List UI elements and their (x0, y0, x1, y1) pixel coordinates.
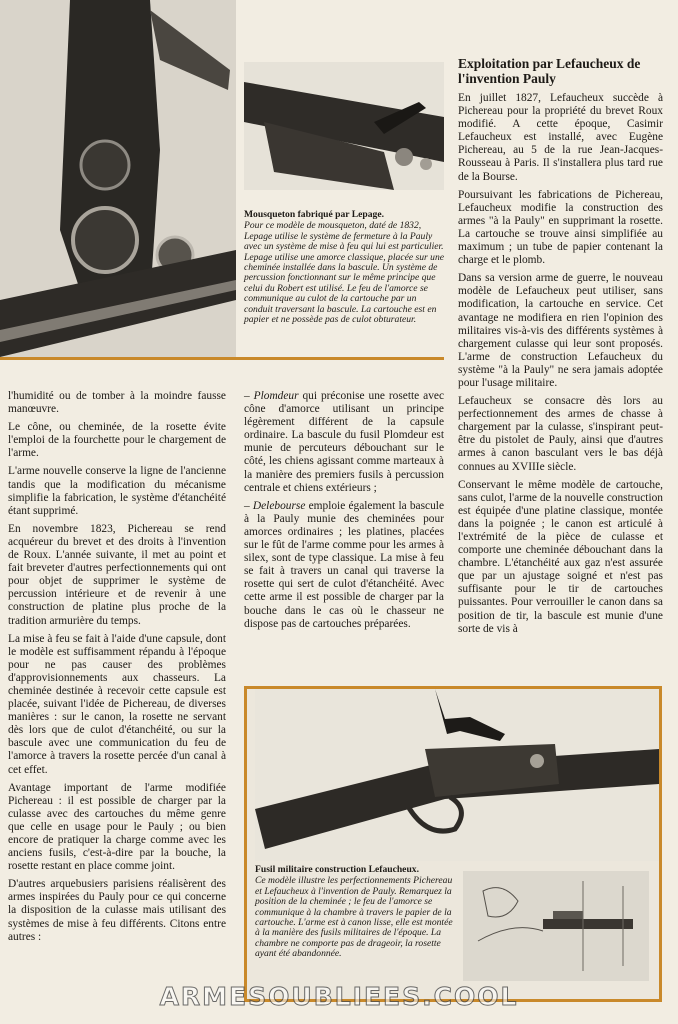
left-paragraph-3: L'arme nouvelle conserve la ligne de l'ancienne tandis que la modification du mécanisme simplifie la fabrication, le système d'étanchéité étant supprimé. (8, 465, 226, 517)
middle-paragraph-1: – Plomdeur qui préconise une rosette avec cône d'amorce utilisant un principe légèrement différent de la capsule ordinaire. La bascule du fusil Plomdeur est munie de percuteurs débouchant sur le côté, les chiens agissant comme marteaux à la manière des premiers fusils à percussion centrale et chiens extérieurs ; (244, 390, 445, 494)
lepage-caption-title: Mousqueton fabriqué par Lepage. (244, 209, 385, 220)
plomdeur-text: qui préconise une rosette avec cône d'amorce utilisant un principe légèrement différent de la capsule ordinaire. La bascule du fusil Plomdeur est munie de percuteurs débouchant sur le côté, les chiens agissant comme marteaux à la manière des premiers fusils à percussion centrale et chiens extérieurs ; (244, 390, 445, 494)
right-paragraph-3: Dans sa version arme de guerre, le nouveau modèle de Lefaucheux peut utiliser, sans modification, la cartouche en service. Cet avantage ne modifiera en rien l'opinion des militaires vis-à-vis des différents systèmes à chargement culasse qui leur sont proposés. L'arme de construction Lefaucheux du système "à la Pauly" ne sera jamais adoptée pour l'usage militaire. (458, 272, 663, 389)
top-section-rule (0, 357, 444, 360)
breech-mechanism-photo (0, 0, 236, 357)
right-paragraph-4: Lefaucheux se consacre dès lors au perfectionnement des armes de chasse à chargement par la culasse, s'inspirant peut-être du pistolet de Pauly, ainsi que d'autres armes à canon basculant vers le bas déjà connues au XVIIIe siècle. (458, 395, 663, 473)
fusil-caption (255, 865, 455, 960)
fusil-figure-frame (244, 686, 662, 1002)
site-watermark: ARMESOUBLIEES.COOL (159, 982, 519, 1011)
right-paragraph-1: En juillet 1827, Lefaucheux succède à Pichereau pour la propriété du brevet Roux modifié. A cette époque, Casimir Lefaucheux est installé, avec Eugène Pichereau, au 5 de la rue Jean-Jacques-Rousseau à Paris. Il s'installera plus tard rue de la Bourse. (458, 92, 663, 183)
left-column (8, 390, 226, 949)
left-paragraph-7: D'autres arquebusiers parisiens réalisèrent des armes inspirées du Pauly pour ce qui concerne la disposition de la culasse mais utilisant des systèmes de mise à feu différents. Citons entre autres : (8, 878, 226, 943)
fusil-caption-title: Fusil militaire construction Lefaucheux. (255, 864, 419, 875)
lepage-carbine-photo (244, 62, 444, 190)
lepage-caption (244, 210, 444, 325)
delebourse-text: emploie également la bascule à la Pauly munie des cheminées pour amorces ordinaires ; les platines, placées sur le fût de l'arme comme pour les armes à silex, sont de type classique. La mise à feu se fait à travers un canal qui traverse la rosette qui sert de culot d'étanchéité. Avec cette arme il est possible de charger par la bouche dans le cas où le chasseur ne dispose pas de cartouches préparées. (244, 499, 445, 630)
middle-column (244, 390, 444, 636)
fusil-caption-text: Ce modèle illustre les perfectionnements Pichereau et Lefaucheux à l'invention de Pauly. Remarquez la position de la cheminée ; le feu de l'amorce se communique à la chambre à travers le papier de la cartouche. L'arme est à canon lisse, elle est montée à la manière des fusils militaires de l'époque. La chambre ne comporte pas de drageoir, la rosette ayant été abandonnée. (255, 875, 453, 960)
middle-paragraph-2: – Delebourse emploie également la bascule à la Pauly munie des cheminées pour amorces ordinaires ; les platines, placées sur le fût de l'arme comme pour les armes à silex, sont de type classique. La mise à feu se fait à travers un canal qui traverse la rosette qui sert de culot d'étanchéité. Avec cette arme il est possible de charger par la bouche dans le cas où le chasseur ne dispose pas de cartouches préparées. (244, 499, 445, 630)
right-paragraph-2: Poursuivant les fabrications de Pichereau, Lefaucheux modifie la construction des armes "à la Pauly" en supprimant la rosette. La cartouche se trouve ainsi simplifiée au maximum ; un tube de papier contenant la charge et le plomb. (458, 188, 663, 267)
fusil-photo (255, 689, 659, 861)
fusil-breech-diagram (463, 871, 649, 981)
delebourse-name: Delebourse (252, 499, 306, 512)
left-paragraph-6: Avantage important de l'arme modifiée Pichereau : il est possible de charger par la culasse avec des cartouches du même genre que celle en usage pour le Pauly ; ou bien encore de pratiquer la charge comme avec les anciens fusils, c'est-à-dire par la bouche, la rosette restant en place comme joint. (8, 781, 226, 873)
article-heading: Exploitation par Lefaucheux de l'invention Pauly (458, 56, 641, 86)
right-column (458, 92, 663, 641)
right-paragraph-5: Conservant le même modèle de cartouche, sans culot, l'arme de la nouvelle construction est équipée d'une platine classique, montée dans la poignée ; le canon est articulé à l'extrémité de la pièce de culasse et comporte une cheminée débouchant dans la chambre. L'étanchéité aux gaz n'est assurée que par un ajustage soigné et n'est pas suffisante pour le tir de cartouches puissantes. Pour verrouiller le canon dans sa position de tir, la bascule est munie d'une sorte de vis à (458, 478, 663, 635)
left-paragraph-2: Le cône, ou cheminée, de la rosette évite l'emploi de la fourchette pour le chargement de l'arme. (8, 421, 226, 460)
lepage-caption-text: Pour ce modèle de mousqueton, daté de 1832, Lepage utilise le système de fermeture à la Pauly avec un système de mise à feu qui lui est particulier. Lepage utilise une amorce classique, placée sur une cheminée installée dans la bascule. Un système de percussion fonctionnant sur le même principe que celui du Robert est utilisé. Le feu de l'amorce se communique au culot de la cartouche par un conduit traversant la bascule. La cartouche est en papier et ne possède pas de culot obturateur. (244, 220, 445, 326)
left-paragraph-5: La mise à feu se fait à l'aide d'une capsule, dont le modèle est suffisamment répandu à l'époque pour ne pas causer des problèmes d'approvisionnements aux chasseurs. La cheminée destinée à recevoir cette capsule est placée, suivant l'idée de Pichereau, de diverses manières : sur le canon, la rosette ne servant dès lors que de culot d'étanchéité, ou sur la bascule avec une communication du feu de l'amorce à travers la rosette percée d'un canal à cet effet. (8, 632, 226, 776)
left-paragraph-1: l'humidité ou de tomber à la moindre fausse manœuvre. (8, 390, 226, 416)
left-paragraph-4: En novembre 1823, Pichereau se rend acquéreur du brevet et des droits à l'invention de Roux. L'année suivante, il met au point et fait breveter d'autres perfectionnements qui ont pour objet de supprimer le système de percussion intérieure et de revenir à une construction de platine plus proche de la tradition armurière du temps. (8, 522, 226, 627)
plomdeur-name: Plomdeur (253, 390, 299, 402)
